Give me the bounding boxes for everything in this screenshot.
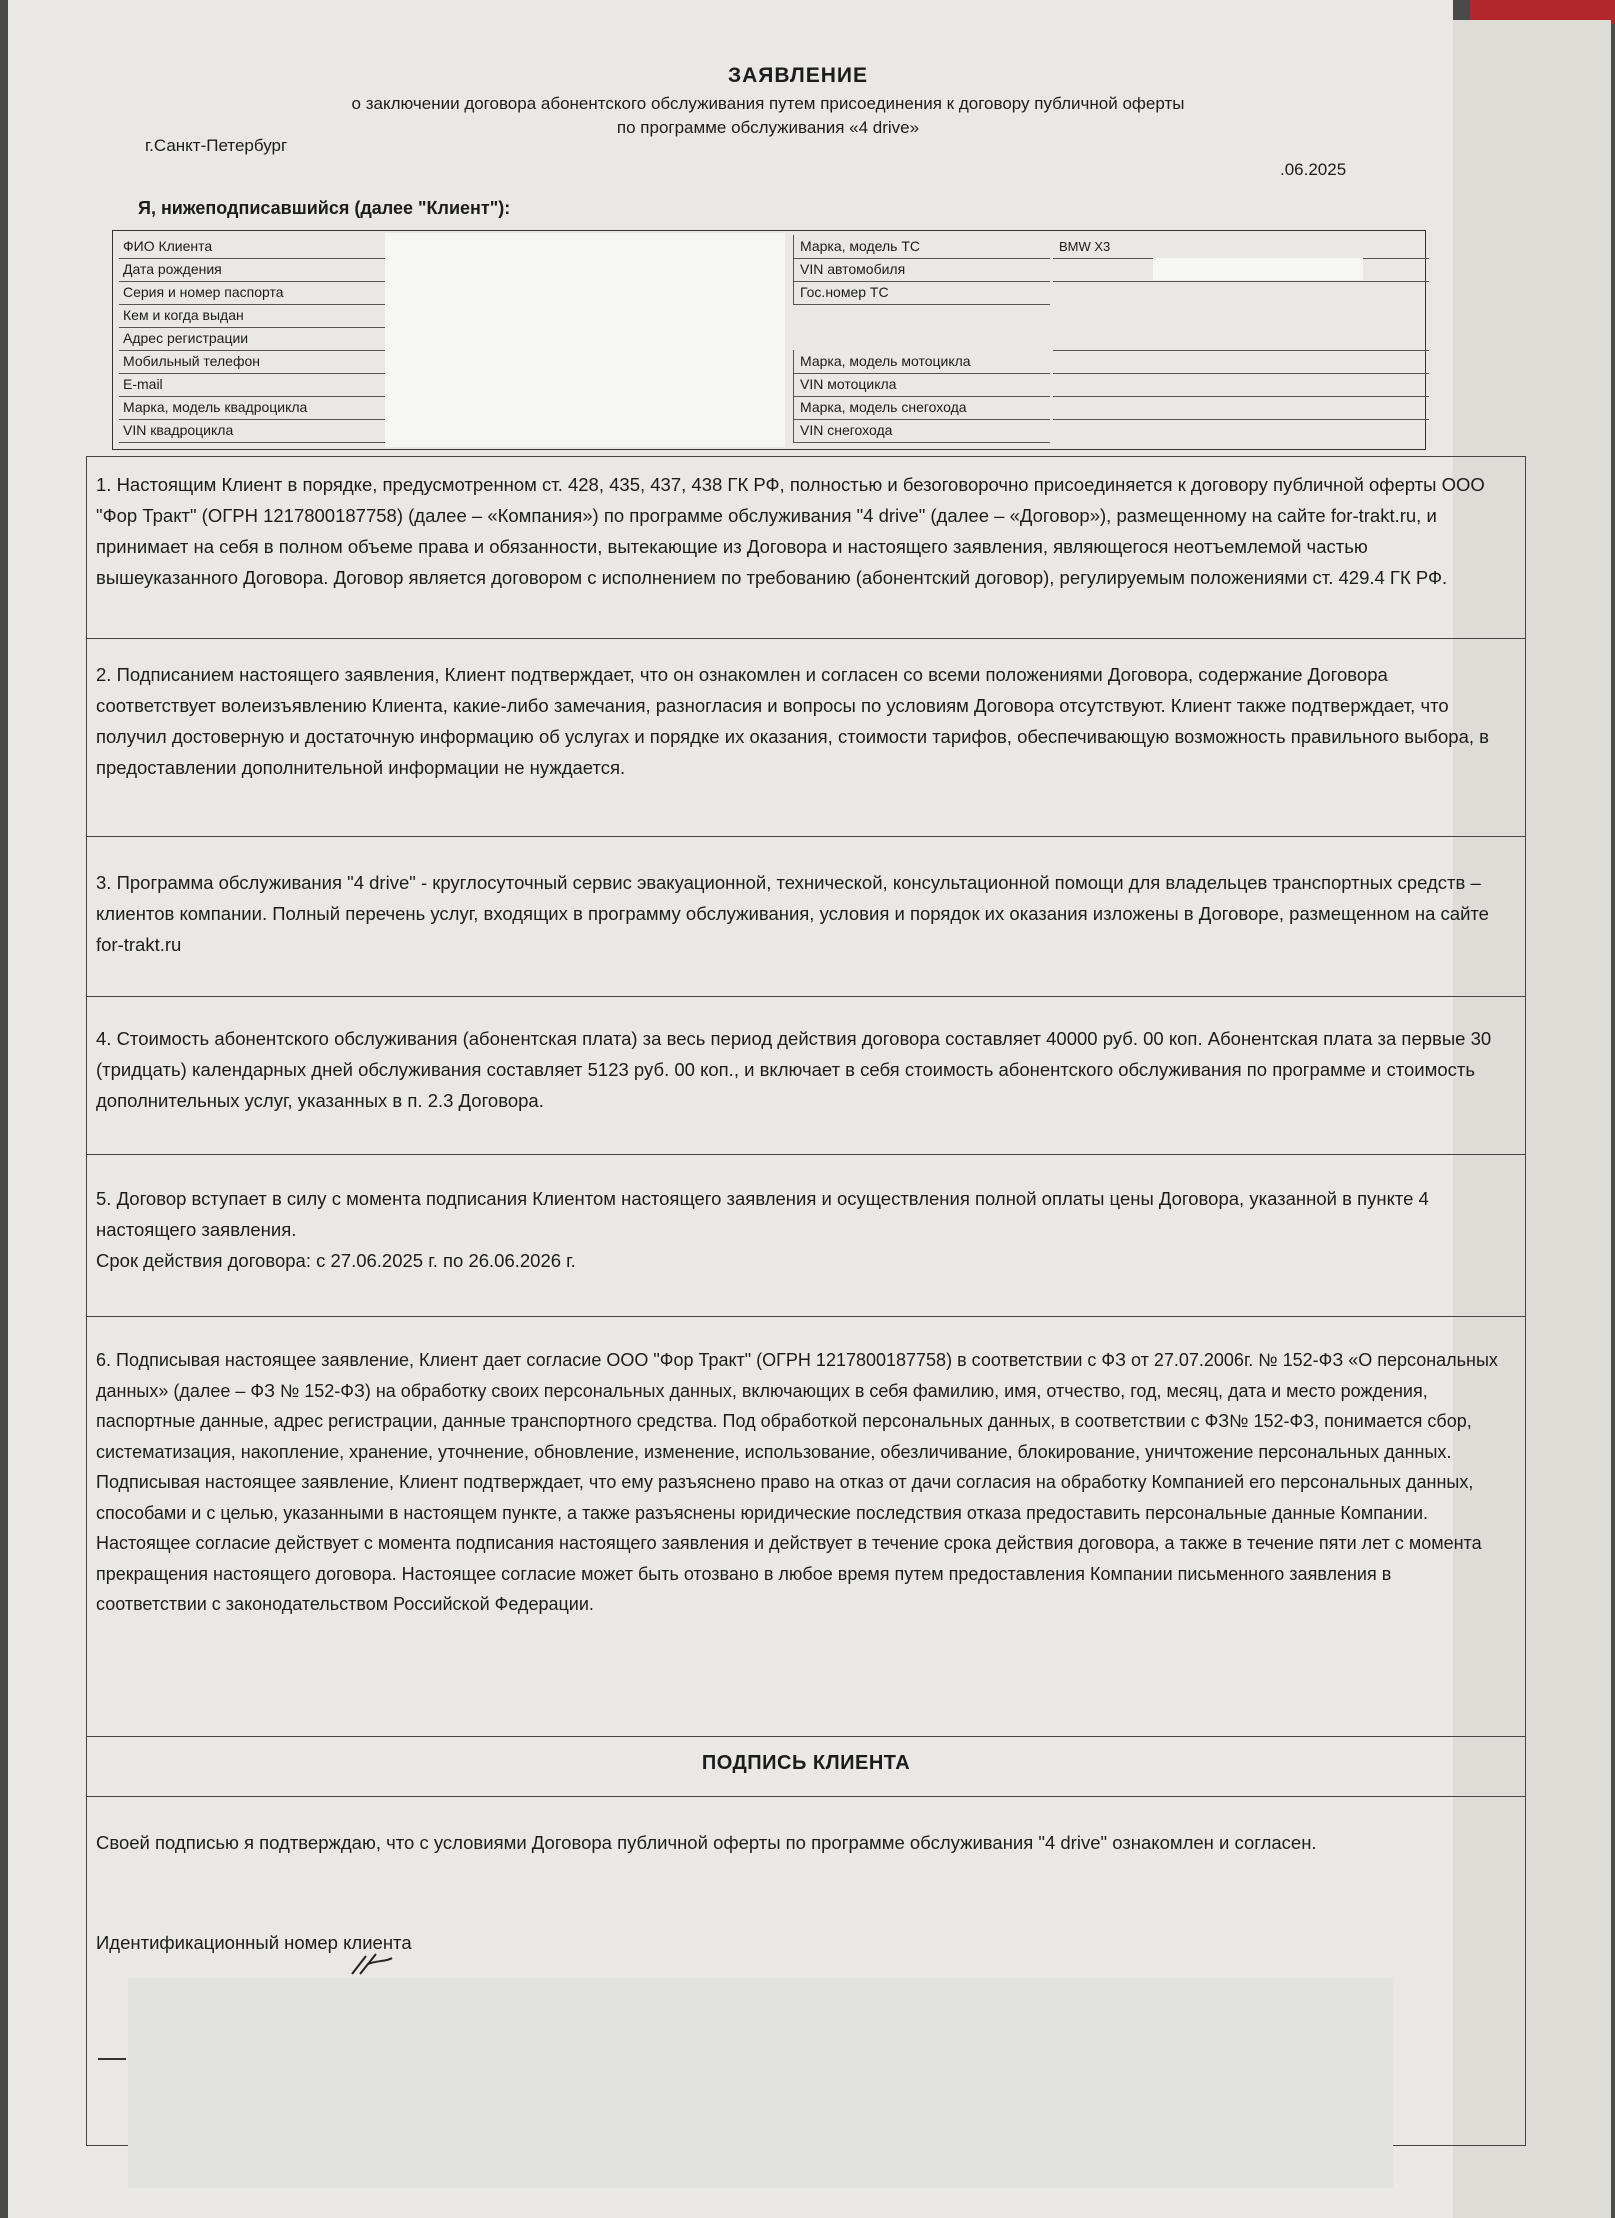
- field-label-car-plate: Гос.номер ТС: [793, 281, 1050, 305]
- signature-heading: ПОДПИСЬ КЛИЕНТА: [701, 1752, 911, 1774]
- field-label-passport: Серия и номер паспорта: [119, 281, 385, 305]
- field-label-snow-model: Марка, модель снегохода: [793, 396, 1050, 420]
- section-4-text: 4. Стоимость абонентского обслуживания (абонентская плата) за весь период действия договора составляет 40000 руб. 00 коп. Абонентская плата за первые 30 (тридцать) календарных дней обслуживания составляет 5123 руб. 00 коп., и включает в себя стоимость абонентского обслуживания по программе и стоимость дополнительных услуг, указанных в п. 2.3 Договора.: [96, 1028, 1492, 1111]
- field-label-email: E-mail: [119, 373, 385, 397]
- signature-line-dash: [98, 2058, 126, 2060]
- field-label-issued: Кем и когда выдан: [119, 304, 385, 328]
- document-subtitle: о заключении договора абонентского обслуживания путем присоединения к договору публичной оферты: [351, 94, 1185, 113]
- field-value-moto-vin: [1053, 373, 1429, 374]
- date: .06.2025: [1280, 160, 1347, 179]
- field-label-snow-vin: VIN снегохода: [793, 419, 1050, 443]
- field-value-snow-model: [1053, 396, 1429, 397]
- section-1-text: 1. Настоящим Клиент в порядке, предусмотренном ст. 428, 435, 437, 438 ГК РФ, полностью и безоговорочно присоединяется к договору публичной оферты ООО "Фор Тракт" (ОГРН 1217800187758) (далее – «Компания») по программе обслуживания "4 drive" (далее – «Договор»), размещенному на сайте for-trakt.ru, и принимает на себя в полном объеме права и обязанности, вытекающие из Договора и настоящего заявления, являющегося неотъемлемой частью вышеуказанного Договора. Договор является договором с исполнением по требованию (абонентский договор), регулируемым положениями ст. 429.4 ГК РФ.: [96, 474, 1485, 588]
- client-fields-table: [112, 230, 1426, 450]
- section-6-text: [96, 1345, 1505, 1620]
- field-label-quad-model: Марка, модель квадроцикла: [119, 396, 385, 420]
- section-5-line1: 5. Договор вступает в силу с момента подписания Клиентом настоящего заявления и осуществления полной оплаты цены Договора, указанной в пункте 4 настоящего заявления.: [96, 1188, 1429, 1240]
- city: г.Санкт-Петербург: [145, 136, 288, 155]
- field-label-address: Адрес регистрации: [119, 327, 385, 351]
- field-label-phone: Мобильный телефон: [119, 350, 385, 374]
- section-5-term: Срок действия договора: с 27.06.2025 г. по 26.06.2026 г.: [96, 1250, 576, 1271]
- document-subtitle-program: по программе обслуживания «4 drive»: [616, 118, 920, 137]
- section-5-text: [96, 1183, 1505, 1276]
- section-6: [87, 1317, 1525, 1737]
- section-4: [87, 997, 1525, 1155]
- field-value-car-model: BMW X3: [1053, 235, 1429, 259]
- section-5: [87, 1155, 1525, 1317]
- redacted-vin: [1153, 258, 1363, 280]
- section-6-validity: Настоящее согласие действует с момента подписания настоящего заявления и действует в течение срока действия договора, а также в течение пяти лет с момента прекращения настоящего договора. Настоящее согласие может быть отозвано в любое время путем предоставления Компании письменного заявления в соответствии с законодательством Российской Федерации.: [96, 1533, 1482, 1614]
- terms-frame: [86, 456, 1526, 2146]
- client-id-label: Идентификационный номер клиента: [96, 1932, 412, 1953]
- field-label-birthdate: Дата рождения: [119, 258, 385, 282]
- field-value-car-plate: [1053, 281, 1429, 282]
- section-3: [87, 837, 1525, 997]
- document-page: [8, 0, 1498, 2218]
- section-3-text: 3. Программа обслуживания "4 drive" - круглосуточный сервис эвакуационной, технической, консультационной помощи для владельцев транспортных средств – клиентов компании. Полный перечень услуг, входящих в программу обслуживания, условия и порядок их оказания изложены в Договоре, размещенном на сайте for-trakt.ru: [96, 872, 1489, 955]
- field-label-moto-model: Марка, модель мотоцикла: [793, 350, 1050, 374]
- field-label-fio: ФИО Клиента: [119, 235, 385, 259]
- document-title: ЗАЯВЛЕНИЕ: [727, 64, 869, 87]
- redacted-signature-area: [128, 1978, 1393, 2188]
- signature-statement: Своей подписью я подтверждаю, что с условиями Договора публичной оферты по программе обслуживания "4 drive" ознакомлен и согласен.: [96, 1832, 1317, 1853]
- field-label-quad-vin: VIN квадроцикла: [119, 419, 385, 443]
- section-2-text: 2. Подписанием настоящего заявления, Клиент подтверждает, что он ознакомлен и согласен со всеми положениями Договора, содержание Договора соответствует волеизъявлению Клиента, какие-либо замечания, разногласия и вопросы по условиям Договора отсутствуют. Клиент также подтверждает, что получил достоверную и достаточную информацию об услугах и порядке их оказания, стоимости тарифов, обеспечивающую возможность правильного выбора, в предоставлении дополнительной информации не нуждается.: [96, 664, 1489, 778]
- field-value-snow-vin: [1053, 419, 1429, 420]
- redacted-client-data: [385, 233, 785, 447]
- field-value-moto-model: [1053, 350, 1429, 351]
- field-label-car-model: Марка, модель ТС: [793, 235, 1050, 259]
- pen-stroke-icon: [348, 1950, 396, 1978]
- field-label-moto-vin: VIN мотоцикла: [793, 373, 1050, 397]
- section-6-consent: 6. Подписывая настоящее заявление, Клиент дает согласие ООО "Фор Тракт" (ОГРН 1217800187758) в соответствии с ФЗ от 27.07.2006г. № 152-ФЗ «О персональных данных» (далее – ФЗ № 152-ФЗ) на обработку своих персональных данных, включающих в себя фамилию, имя, отчество, год, месяц, дата и место рождения, паспортные данные, адрес регистрации, данные транспортного средства. Под обработкой персональных данных, в соответствии с ФЗ№ 152-ФЗ, понимается сбор, систематизация, накопление, хранение, уточнение, обновление, изменение, использование, обезличивание, блокирование, уничтожение персональных данных. Подписывая настоящее заявление, Клиент подтверждает, что ему разъяснено право на отказ от дачи согласия на обработку Компанией его персональных данных, способами и с целью, указанными в настоящем пункте, а также разъяснены юридические последствия отказа предоставить персональные данные Компании.: [96, 1350, 1498, 1523]
- section-1: [87, 457, 1525, 639]
- section-2: [87, 639, 1525, 837]
- client-intro: Я, нижеподписавшийся (далее "Клиент"):: [138, 198, 511, 218]
- field-label-car-vin: VIN автомобиля: [793, 258, 1050, 282]
